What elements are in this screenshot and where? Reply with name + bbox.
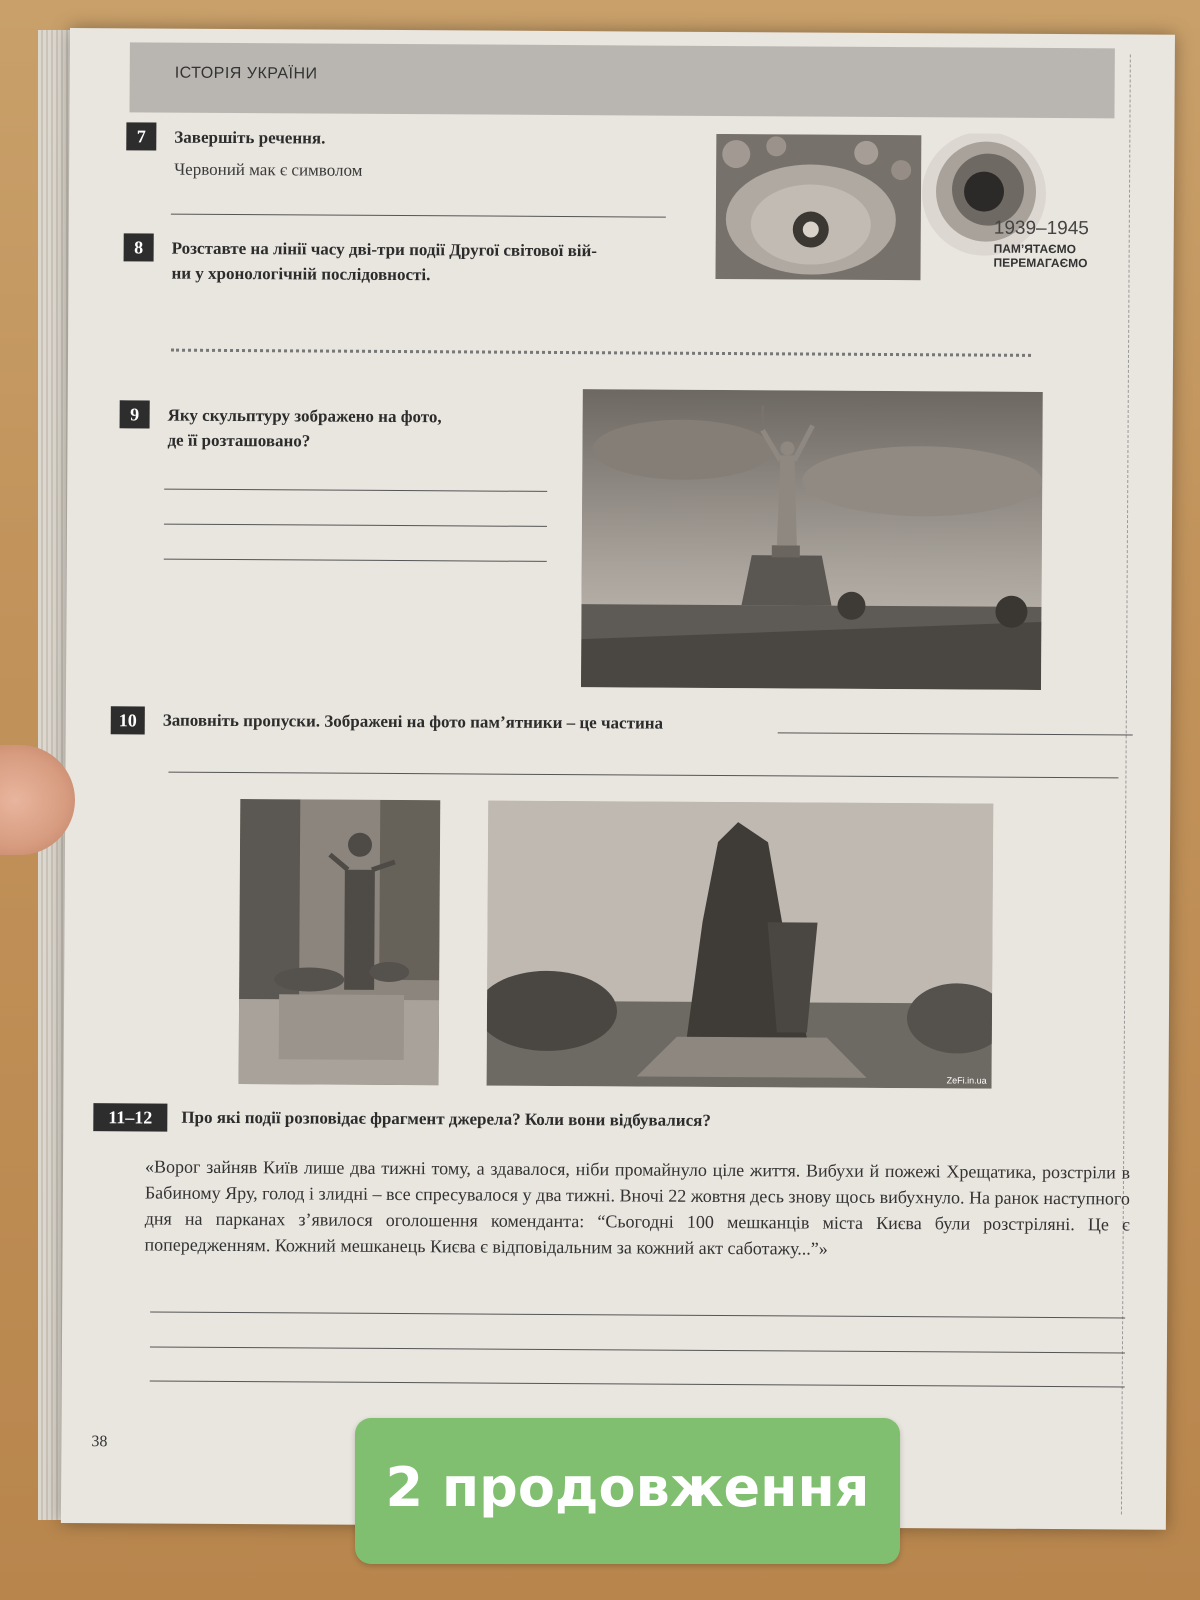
task-9-number: 9 [120,400,150,428]
task-7-prompt: Червоний мак є символом [174,159,363,180]
motherland-monument-photo [581,389,1043,690]
task-10-number: 10 [111,706,145,734]
task-9-answer-line-1[interactable] [164,489,547,492]
babyn-yar-monument-photo [487,801,994,1089]
header-bar [129,42,1114,118]
header-title: ІСТОРІЯ УКРАЇНИ [174,64,318,83]
task-7-number: 7 [126,122,156,150]
cut-line [1121,54,1131,1514]
poppy-photo [715,134,921,280]
task-9-answer-line-2[interactable] [164,524,547,527]
page-number: 38 [91,1433,108,1451]
task-7-answer-line[interactable] [171,214,666,218]
task-8-number: 8 [124,233,154,261]
historical-source-text: «Ворог зайняв Київ лише два тижні тому, а здавалося, ніби промайнуло ціле життя. Вибухи й пожежі Хрещатика, розстріли в Бабиному Яру, голод і злидні – все спресувалося у два тижні. Вночі 22 жовтня десь знову щось вибухнуло. На ранок наступного дня на парканах з’явилося оголошення коменданта: “Сьогодні 100 мешканців міста Києва були розстріляні. Це є попередженням. Кожний мешканець Києва є відповідальним за кожний акт саботажу...”» [144,1156,1131,1259]
task-11-12-number: 11–12 [93,1103,167,1131]
task-7-question: Завершіть речення. [174,127,326,148]
task-9-answer-line-3[interactable] [164,559,547,562]
task-10-question: Заповніть пропуски. Зображені на фото пам’ятники – це частина [162,710,664,733]
task-11-12-answer-line-3[interactable] [150,1381,1125,1388]
story-banner [355,1418,900,1564]
task-8-question-line2: ни у хронологічній послідовності. [171,263,431,285]
banner-text: 2 продовження [385,1456,870,1519]
task-10-answer-line-2[interactable] [168,772,1118,779]
task-8-timeline[interactable] [171,349,1031,357]
task-9-question-line2: де її розташовано? [167,430,311,451]
task-9-question-line1: Яку скульптуру зображено на фото, [167,405,442,427]
task-10-answer-line-1[interactable] [778,732,1133,735]
workbook-page [61,28,1175,1530]
task-11-12-answer-line-2[interactable] [150,1347,1125,1354]
task-11-12-question: Про які події розповідає фрагмент джерела? Коли вони відбувалися? [181,1107,711,1130]
task-11-12-answer-line-1[interactable] [150,1312,1125,1319]
emblem-years: 1939–1945 [993,217,1089,240]
children-monument-photo [239,799,441,1085]
emblem-remember: ПАМ’ЯТАЄМО [993,241,1077,257]
task-8-question-line1: Розставте на лінії часу дві-три події Другої світової вій- [171,238,598,261]
emblem-win: ПЕРЕМАГАЄМО [993,255,1088,271]
photo-credit: ZeFi.in.ua [946,1075,987,1086]
